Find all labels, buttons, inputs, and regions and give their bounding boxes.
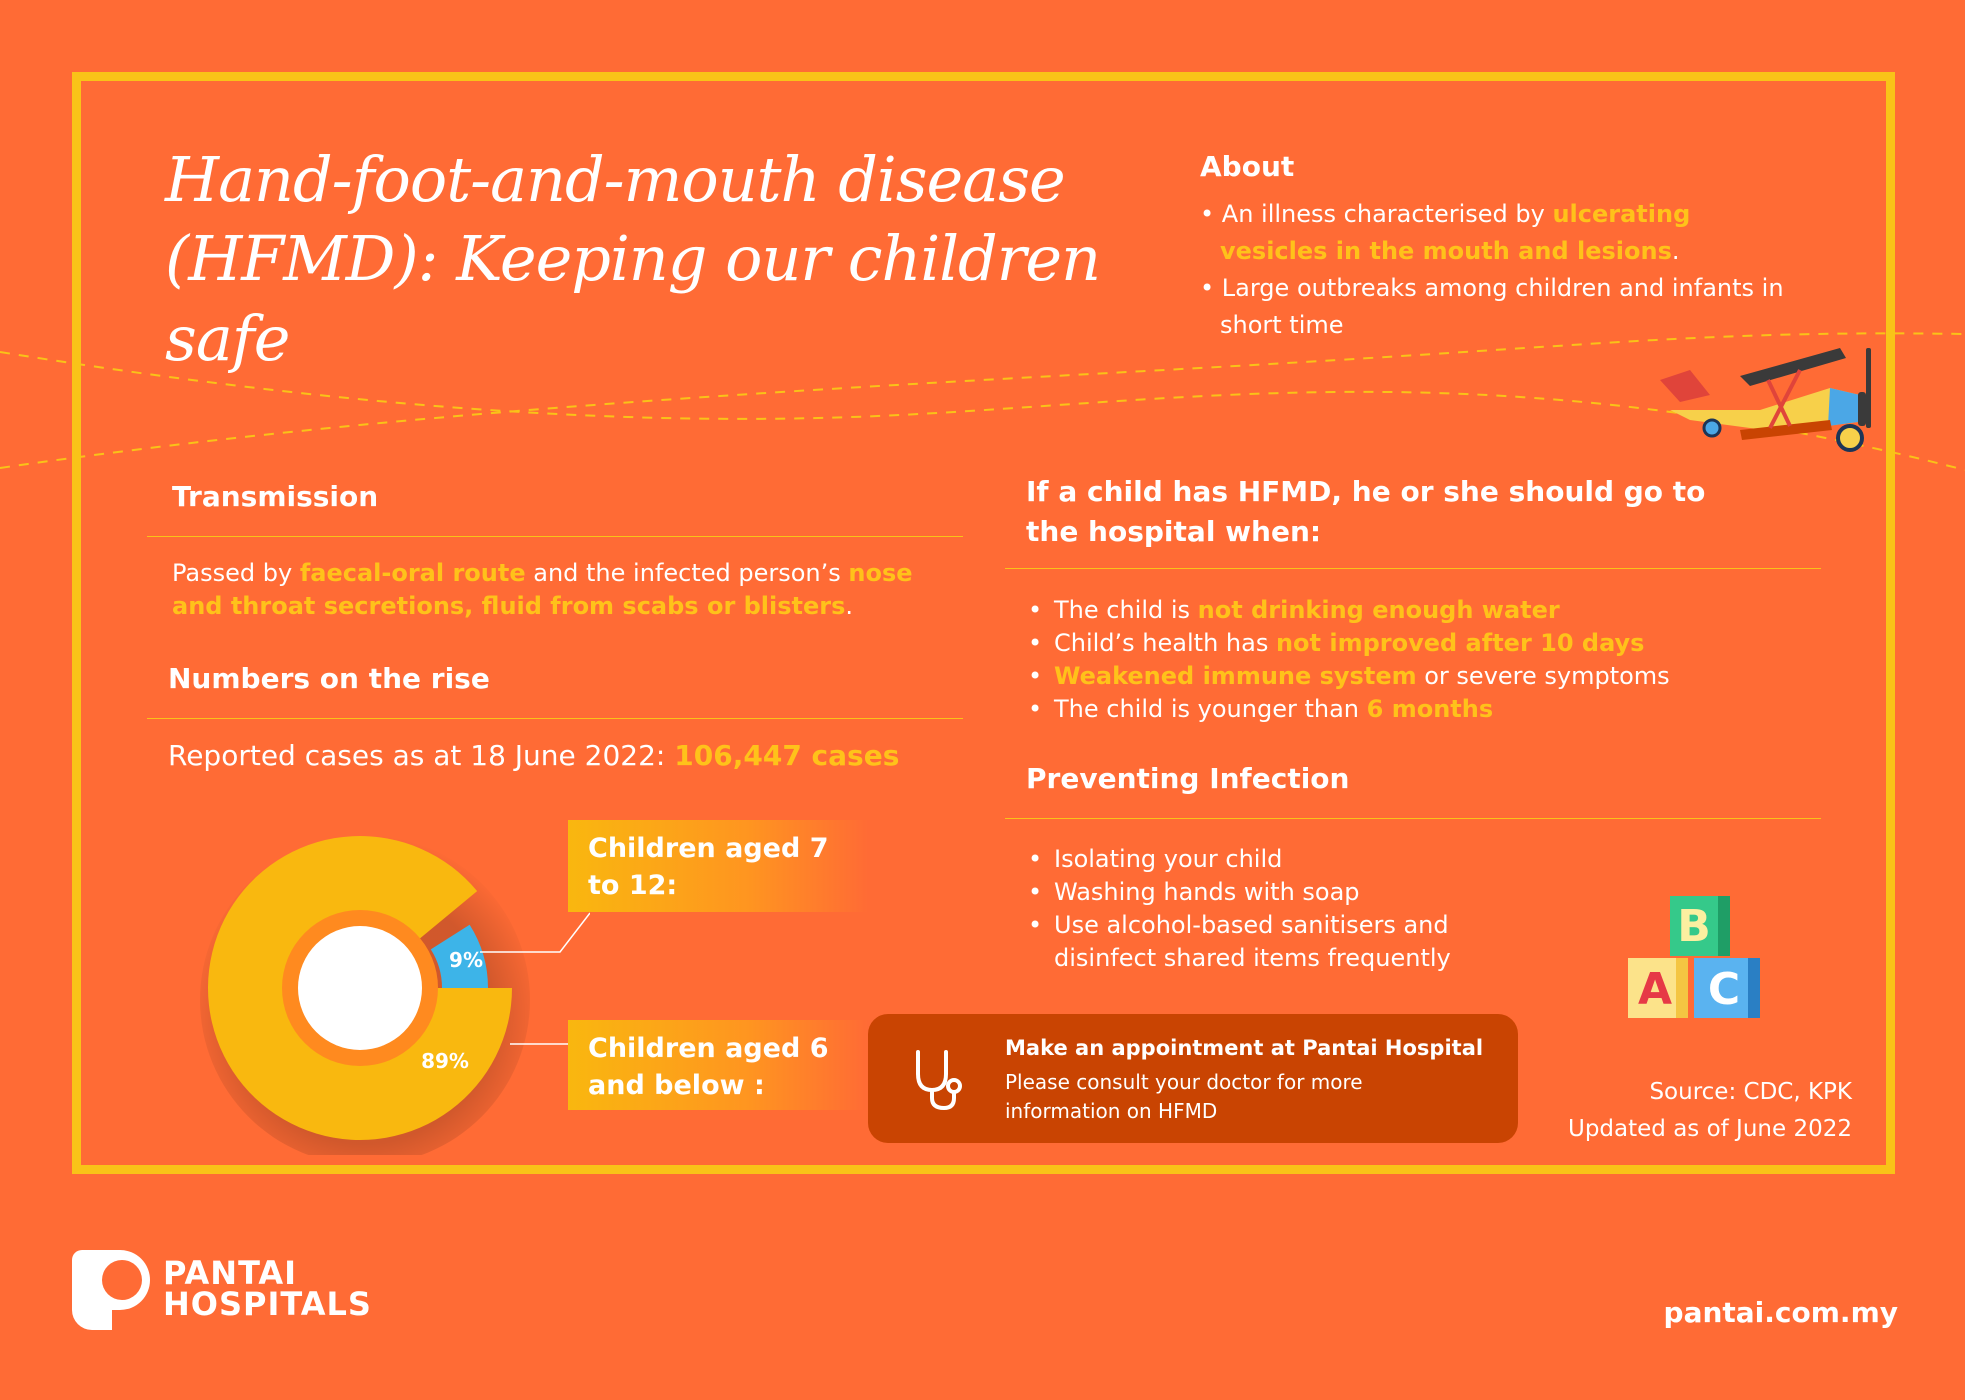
divider bbox=[147, 718, 963, 719]
page-title bbox=[165, 140, 1175, 378]
title-line-2: (HFMD): Keeping our children safe bbox=[165, 222, 1100, 375]
callout-age-7-12: Children aged 7 to 12: bbox=[568, 820, 868, 912]
pantai-logo-icon bbox=[72, 1250, 150, 1330]
divider bbox=[1005, 818, 1821, 819]
transmission-heading: Transmission bbox=[172, 480, 379, 513]
about-item: • Large outbreaks among children and infants in short time bbox=[1200, 274, 1784, 339]
divider bbox=[1005, 568, 1821, 569]
hospital-heading: If a child has HFMD, he or she should go to the hospital when: bbox=[1026, 475, 1706, 548]
logo-line-2: HOSPITALS bbox=[163, 1285, 372, 1323]
list-item: • Isolating your child bbox=[1026, 843, 1496, 876]
list-item: • The child is not drinking enough water bbox=[1026, 594, 1670, 627]
list-item: • Child’s health has not improved after 10 days bbox=[1026, 627, 1670, 660]
updated-line: Updated as of June 2022 bbox=[1567, 1116, 1852, 1142]
transmission-text: Passed by faecal-oral route and the infected person’s nose and throat secretions, fluid from scabs or blisters. bbox=[172, 559, 913, 620]
logo-line-1: PANTAI bbox=[163, 1254, 298, 1292]
reported-cases: Reported cases as at 18 June 2022: 106,447 cases bbox=[168, 739, 900, 772]
hospital-list bbox=[1026, 594, 1670, 726]
website-link[interactable]: pantai.com.my bbox=[1663, 1296, 1898, 1329]
about-heading: About bbox=[1200, 150, 1295, 183]
stethoscope-icon bbox=[910, 1048, 970, 1112]
list-item: • The child is younger than 6 months bbox=[1026, 693, 1670, 726]
divider bbox=[147, 536, 963, 537]
preventing-heading: Preventing Infection bbox=[1026, 762, 1350, 795]
about-list bbox=[1200, 196, 1800, 344]
source-note bbox=[1568, 1074, 1852, 1148]
appointment-text: Please consult your doctor for more information on HFMD bbox=[1005, 1070, 1363, 1123]
list-item: • Use alcohol-based sanitisers and disinfect shared items frequently bbox=[1026, 909, 1496, 975]
title-line-1: Hand-foot-and-mouth disease bbox=[165, 143, 1065, 216]
numbers-heading: Numbers on the rise bbox=[168, 662, 490, 695]
slice-label-89: 89% bbox=[421, 1049, 469, 1073]
callout-age-6-below: Children aged 6 and below : bbox=[568, 1020, 868, 1110]
appointment-heading: Make an appointment at Pantai Hospital bbox=[1005, 1036, 1484, 1060]
donut-hole bbox=[298, 926, 422, 1050]
about-item: • An illness characterised by ulcerating vesicles in the mouth and lesions. bbox=[1200, 200, 1691, 265]
preventing-list bbox=[1026, 843, 1496, 975]
slice-label-9: 9% bbox=[449, 948, 484, 973]
source-line: Source: CDC, KPK bbox=[1649, 1079, 1852, 1105]
abc-blocks-illustration bbox=[1628, 896, 1798, 1021]
age-donut-chart bbox=[190, 815, 530, 1155]
block-c: C bbox=[1707, 964, 1741, 1015]
airplane-illustration bbox=[1660, 340, 1900, 460]
appointment-box[interactable] bbox=[868, 1014, 1518, 1143]
block-a: A bbox=[1637, 964, 1673, 1015]
logo-wordmark bbox=[163, 1254, 372, 1323]
block-b: B bbox=[1677, 901, 1711, 952]
list-item: • Weakened immune system or severe symptoms bbox=[1026, 660, 1670, 693]
list-item: • Washing hands with soap bbox=[1026, 876, 1496, 909]
